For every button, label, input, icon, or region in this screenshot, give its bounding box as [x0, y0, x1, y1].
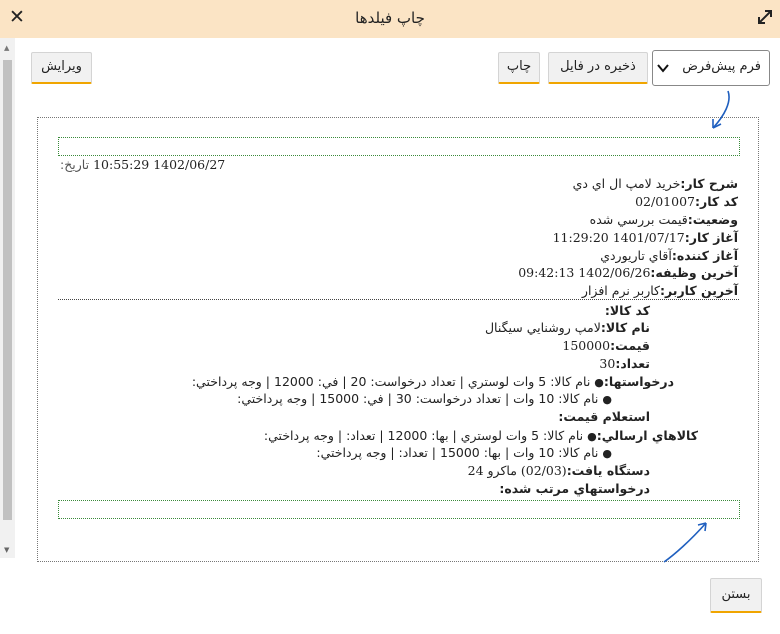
- start-row: [553, 230, 738, 246]
- ordered-requests-label: درخواستهاي مرتب شده:: [499, 481, 650, 496]
- date-value: 1402/06/27 10:55:29: [93, 157, 226, 172]
- count-value: 30: [599, 356, 616, 371]
- scroll-up-icon[interactable]: ▲: [4, 44, 10, 52]
- ordered-requests: [499, 481, 740, 497]
- start-label: آغاز كار:: [684, 230, 738, 245]
- date-row: [60, 157, 225, 173]
- close-button[interactable]: بستن: [710, 578, 762, 613]
- job-desc-value: خريد لامپ ال اي دي: [572, 176, 681, 191]
- price-value: 150000: [562, 338, 611, 353]
- last-task-label: آخرين وظيفه:: [650, 265, 738, 280]
- sent-items-row-2: [316, 445, 612, 462]
- close-icon[interactable]: ✕: [9, 6, 25, 28]
- starter-row: [600, 248, 738, 264]
- sent-item: نام كالا: 10 وات | بها: 15000 | تعداد: | وجه پرداختي:: [316, 445, 599, 460]
- vertical-scrollbar[interactable]: [0, 38, 15, 558]
- receiver-value: (02/03) ماكرو 24: [467, 463, 567, 478]
- job-code-row: [635, 194, 738, 210]
- request-item: نام كالا: 5 وات لوستري | تعداد درخواست: 20 | في: 12000 | وجه پرداختي:: [191, 374, 591, 389]
- job-code-value: 02/01007: [635, 194, 695, 209]
- item-name-value: لامپ روشنايي سيگنال: [484, 320, 601, 335]
- last-user-value: كاربر نرم افزار: [581, 283, 660, 298]
- count-label: تعداد:: [615, 356, 650, 371]
- expand-icon[interactable]: [756, 8, 774, 26]
- requests-label: درخواستها:: [603, 374, 674, 389]
- item-code-label: كد كالا:: [604, 303, 650, 318]
- bullet-icon: ●: [587, 430, 597, 443]
- bullet-icon: ●: [602, 447, 612, 460]
- job-desc-label: شرح كار:: [680, 176, 738, 191]
- dialog-title: چاپ فیلدها: [355, 9, 425, 27]
- request-item: نام كالا: 10 وات | تعداد درخواست: 30 | في: 15000 | وجه پرداختي:: [237, 391, 599, 406]
- item-name-row: [485, 320, 650, 336]
- chevron-down-icon: [657, 63, 669, 73]
- form-select-value: فرم پيش‌فرض: [682, 59, 761, 74]
- section-divider: [58, 299, 739, 300]
- title-bar: [0, 0, 780, 38]
- item-name-label: نام كالا:: [600, 320, 650, 335]
- requests-row-2: [237, 391, 612, 408]
- price-label: قيمت:: [610, 338, 650, 353]
- item-code-row: [605, 303, 650, 319]
- scroll-down-icon[interactable]: ▼: [4, 546, 10, 554]
- status-row: [590, 212, 738, 228]
- count-row: [599, 356, 650, 372]
- receiver-label: دستگاه يافت:: [566, 463, 650, 478]
- scrollbar-thumb[interactable]: [3, 60, 12, 520]
- header-band: [58, 137, 740, 156]
- sent-items-label: كالاهاي ارسالي:: [596, 428, 698, 443]
- last-task-value: 1402/06/26 09:42:13: [518, 265, 651, 280]
- save-to-file-button[interactable]: ذخیره در فایل: [548, 52, 648, 84]
- last-task-row: [518, 265, 738, 281]
- inquiry-row: [558, 409, 650, 425]
- edit-button[interactable]: ويرايش: [31, 52, 92, 84]
- price-row: [562, 338, 650, 354]
- print-button[interactable]: چاپ: [498, 52, 540, 84]
- bullet-icon: ●: [602, 393, 612, 406]
- last-user-row: [582, 283, 738, 299]
- receiver-row: [468, 463, 650, 479]
- footer-band: [58, 500, 740, 519]
- starter-label: آغاز كننده:: [671, 248, 738, 263]
- last-user-label: آخرين كاربر:: [660, 283, 738, 298]
- status-value: قيمت بررسي شده: [589, 212, 688, 227]
- inquiry-label: استعلام قيمت:: [558, 409, 650, 424]
- start-value: 1401/07/17 11:29:20: [552, 230, 685, 245]
- bullet-icon: ●: [594, 376, 604, 389]
- sent-item: نام كالا: 5 وات لوستري | بها: 12000 | تعداد: | وجه پرداختي:: [263, 428, 584, 443]
- job-desc-row: [573, 176, 738, 192]
- requests-row: [192, 374, 674, 391]
- form-select[interactable]: [652, 50, 770, 86]
- status-label: وضعيت:: [687, 212, 738, 227]
- job-code-label: كد كار:: [695, 194, 738, 209]
- date-label: تاريخ:: [60, 157, 90, 172]
- starter-value: آقاي تاريوردي: [600, 248, 672, 263]
- sent-items-row: [264, 428, 698, 445]
